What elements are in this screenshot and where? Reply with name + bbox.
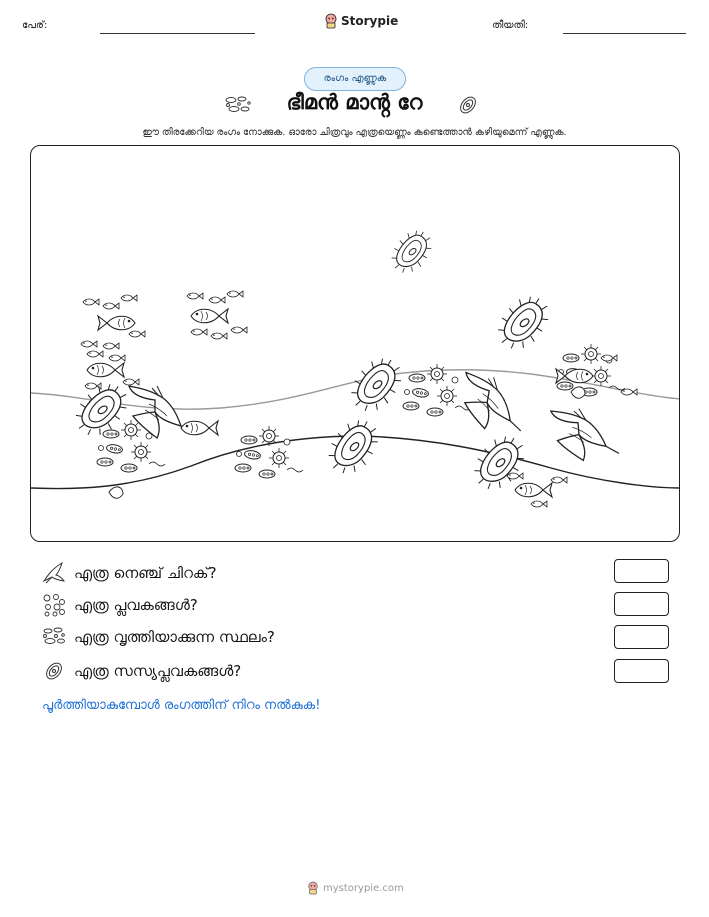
brand-logo (324, 13, 398, 29)
name-label: പേര്: (22, 20, 48, 31)
brand-name: Storypie (341, 14, 399, 28)
storypie-mascot-icon (307, 881, 319, 895)
footer-brand (307, 881, 404, 895)
page-title: ഭീമൻ മാൻ്റ റേ (286, 90, 423, 114)
question-manta (42, 560, 217, 586)
plankton-icon (42, 593, 66, 617)
footer-url: mystorypie.com (323, 882, 404, 894)
question-plankton (42, 592, 198, 618)
answer-box[interactable] (614, 592, 669, 616)
phytoplankton-icon (42, 659, 66, 683)
cleaning-station-icon (42, 625, 66, 649)
storypie-mascot-icon (324, 13, 338, 29)
scene-illustration (30, 145, 680, 542)
answer-box[interactable] (614, 559, 669, 583)
phytoplankton-icon (456, 93, 480, 117)
answer-box[interactable] (614, 625, 669, 649)
name-line[interactable] (100, 33, 255, 34)
date-line[interactable] (563, 33, 686, 34)
question-text: എത്ര പ്ലവകങ്ങൾ? (74, 596, 198, 614)
answer-box[interactable] (614, 659, 669, 683)
question-text: എത്ര സസ്യപ്ലവകങ്ങൾ? (74, 662, 242, 680)
question-text: എത്ര വൃത്തിയാക്കുന്ന സ്ഥലം? (74, 628, 275, 646)
manta-ray-icon (42, 561, 66, 585)
question-cleaning-station (42, 624, 275, 650)
color-instruction: പൂർത്തിയാകുമ്പോൾ രംഗത്തിന് നിറം നൽകുക! (42, 698, 321, 713)
date-label: തീയതി: (492, 20, 529, 31)
activity-badge: രംഗം എണ്ണുക (304, 67, 406, 91)
instructions: ഈ തിരക്കേറിയ രംഗം നോക്കുക. ഓരോ ചിത്രവും എത്രയെണ്ണം കണ്ടെത്താൻ കഴിയുമെന്ന് എണ്ണുക. (142, 127, 567, 138)
question-text: എത്ര നെഞ്ച് ചിറക്? (74, 564, 217, 582)
question-phytoplankton (42, 658, 241, 684)
